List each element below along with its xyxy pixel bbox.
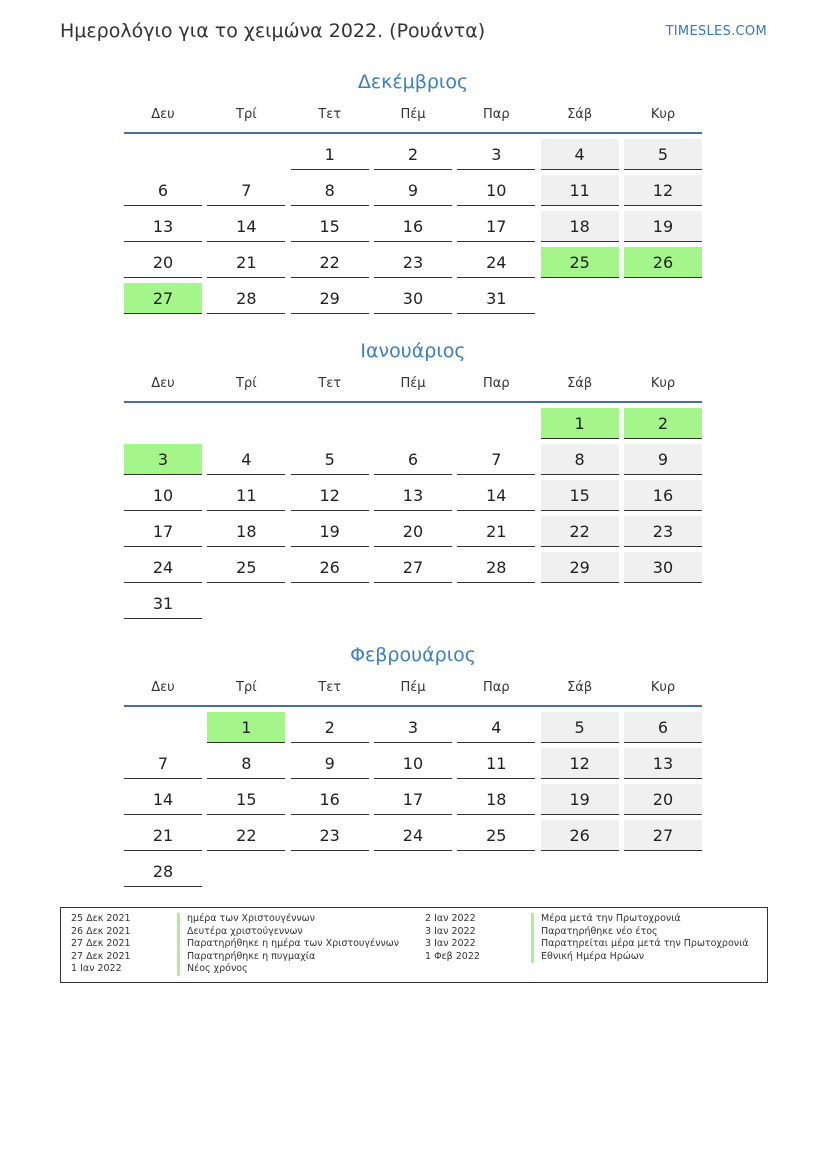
month-block (124, 641, 702, 887)
day-cell[interactable]: 24 (124, 552, 202, 583)
empty-day-cell (207, 408, 285, 439)
empty-day-cell (291, 588, 369, 619)
legend-date: 1 Ιαν 2022 (71, 963, 122, 975)
day-cell[interactable]: 12 (541, 748, 619, 779)
empty-day-cell (124, 712, 202, 743)
day-cell[interactable]: 1 (207, 712, 285, 743)
day-cell[interactable]: 3 (374, 712, 452, 743)
empty-day-cell (541, 283, 619, 314)
day-cell[interactable]: 16 (624, 480, 702, 511)
weekday-label: Τετ (318, 375, 342, 391)
day-cell[interactable]: 11 (207, 480, 285, 511)
day-cell[interactable]: 13 (124, 211, 202, 242)
day-cell[interactable]: 12 (291, 480, 369, 511)
legend-holiday-name: Δευτέρα χριστούγεννων (177, 926, 303, 939)
day-cell[interactable]: 15 (207, 784, 285, 815)
legend-date: 3 Ιαν 2022 (425, 925, 476, 937)
weekday-label: Τρί (236, 106, 257, 122)
day-cell[interactable]: 5 (624, 139, 702, 170)
day-cell[interactable]: 28 (207, 283, 285, 314)
weekday-header (124, 365, 702, 403)
legend-holiday-name: Εθνική Ημέρα Ηρώων (531, 951, 644, 964)
week-row (124, 170, 702, 206)
week-row (124, 815, 702, 851)
day-cell[interactable]: 13 (624, 748, 702, 779)
week-row (124, 547, 702, 583)
day-cell[interactable]: 7 (457, 444, 535, 475)
month-title: Ιανουάριος (360, 340, 466, 362)
day-cell[interactable]: 4 (207, 444, 285, 475)
month-block (124, 68, 702, 314)
day-cell[interactable]: 2 (374, 139, 452, 170)
weekday-header (124, 669, 702, 707)
empty-day-cell (207, 856, 285, 887)
day-cell[interactable]: 21 (457, 516, 535, 547)
day-cell[interactable]: 3 (457, 139, 535, 170)
day-cell[interactable]: 12 (624, 175, 702, 206)
day-cell[interactable]: 22 (207, 820, 285, 851)
weekday-label: Παρ (483, 679, 510, 695)
weekday-label: Τρί (236, 679, 257, 695)
week-row (124, 439, 702, 475)
day-cell[interactable]: 21 (124, 820, 202, 851)
legend-date: 27 Δεκ 2021 (71, 950, 131, 962)
day-cell[interactable]: 15 (291, 211, 369, 242)
day-cell[interactable]: 26 (541, 820, 619, 851)
day-cell[interactable]: 7 (124, 748, 202, 779)
day-cell[interactable]: 24 (457, 247, 535, 278)
day-cell[interactable]: 26 (624, 247, 702, 278)
day-cell[interactable]: 21 (207, 247, 285, 278)
day-cell[interactable]: 30 (374, 283, 452, 314)
day-cell[interactable]: 11 (541, 175, 619, 206)
weekday-label: Πέμ (400, 106, 426, 122)
weekday-label: Σάβ (567, 679, 593, 695)
weekday-label: Πέμ (400, 375, 426, 391)
day-cell[interactable]: 5 (291, 444, 369, 475)
week-row (124, 242, 702, 278)
day-cell[interactable]: 20 (624, 784, 702, 815)
legend-date: 25 Δεκ 2021 (71, 913, 131, 924)
empty-day-cell (541, 588, 619, 619)
day-cell[interactable]: 25 (457, 820, 535, 851)
week-row (124, 583, 702, 619)
weekday-label: Τετ (318, 106, 342, 122)
day-cell[interactable]: 1 (541, 408, 619, 439)
day-cell[interactable]: 14 (457, 480, 535, 511)
weekday-label: Δευ (151, 679, 175, 695)
day-cell[interactable]: 2 (291, 712, 369, 743)
day-cell[interactable]: 10 (124, 480, 202, 511)
empty-day-cell (374, 408, 452, 439)
week-row (124, 134, 702, 170)
day-cell[interactable]: 10 (374, 748, 452, 779)
day-cell[interactable]: 9 (291, 748, 369, 779)
week-row (124, 779, 702, 815)
legend-date: 27 Δεκ 2021 (71, 938, 131, 950)
day-cell[interactable]: 7 (207, 175, 285, 206)
weekday-label: Σάβ (567, 106, 593, 122)
day-cell[interactable]: 8 (291, 175, 369, 206)
empty-day-cell (374, 588, 452, 619)
legend-holiday-name: Παρατηρήθηκε νέο έτος (531, 926, 658, 939)
empty-day-cell (624, 856, 702, 887)
legend-holiday-name: Παρατηρήθηκε η ημέρα των Χριστουγέννων (177, 938, 399, 951)
month-title: Φεβρουάριος (350, 644, 476, 666)
day-cell[interactable]: 31 (457, 283, 535, 314)
day-cell[interactable]: 18 (207, 516, 285, 547)
legend-date: 1 Φεβ 2022 (425, 950, 480, 962)
weekday-label: Σάβ (567, 375, 593, 391)
day-cell[interactable]: 4 (541, 139, 619, 170)
day-cell[interactable]: 10 (457, 175, 535, 206)
day-cell[interactable]: 28 (124, 856, 202, 887)
week-row (124, 475, 702, 511)
day-cell[interactable]: 6 (124, 175, 202, 206)
day-cell[interactable]: 27 (374, 552, 452, 583)
week-row (124, 278, 702, 314)
day-cell[interactable]: 23 (624, 516, 702, 547)
empty-day-cell (291, 408, 369, 439)
legend-date: 3 Ιαν 2022 (425, 938, 476, 950)
empty-day-cell (624, 588, 702, 619)
day-cell[interactable]: 14 (124, 784, 202, 815)
day-cell[interactable]: 17 (374, 784, 452, 815)
empty-day-cell (124, 408, 202, 439)
day-cell[interactable]: 23 (291, 820, 369, 851)
day-cell[interactable]: 6 (374, 444, 452, 475)
legend-date: 26 Δεκ 2021 (71, 925, 131, 937)
day-cell[interactable]: 3 (124, 444, 202, 475)
day-cell[interactable]: 1 (291, 139, 369, 170)
empty-day-cell (457, 588, 535, 619)
weekday-label: Παρ (483, 106, 510, 122)
week-row (124, 206, 702, 242)
week-row (124, 403, 702, 439)
day-cell[interactable]: 19 (541, 784, 619, 815)
day-cell[interactable]: 27 (124, 283, 202, 314)
empty-day-cell (457, 408, 535, 439)
day-cell[interactable]: 25 (541, 247, 619, 278)
day-cell[interactable]: 8 (207, 748, 285, 779)
week-row (124, 707, 702, 743)
week-row (124, 743, 702, 779)
legend-holiday-name: ημέρα των Χριστουγέννων (177, 913, 315, 926)
empty-day-cell (207, 139, 285, 170)
legend-holiday-name: Παρατηρείται μέρα μετά την Πρωτοχρονιά (531, 938, 749, 951)
month-block (124, 337, 702, 619)
day-cell[interactable]: 30 (624, 552, 702, 583)
day-cell[interactable]: 9 (374, 175, 452, 206)
weekday-label: Κυρ (650, 375, 676, 391)
day-cell[interactable]: 28 (457, 552, 535, 583)
brand-link[interactable]: TIMESLES.COM (665, 24, 767, 39)
weekday-header (124, 96, 702, 134)
day-cell[interactable]: 29 (541, 552, 619, 583)
empty-day-cell (624, 283, 702, 314)
day-cell[interactable]: 24 (374, 820, 452, 851)
day-cell[interactable]: 25 (207, 552, 285, 583)
legend-holiday-name: Παρατηρήθηκε η πυγμαχία (177, 951, 315, 964)
page-title: Ημερολόγιο για το χειμώνα 2022. (Ρουάντα) (60, 20, 486, 42)
day-cell[interactable]: 17 (124, 516, 202, 547)
day-cell[interactable]: 19 (624, 211, 702, 242)
day-cell[interactable]: 26 (291, 552, 369, 583)
empty-day-cell (457, 856, 535, 887)
day-cell[interactable]: 23 (374, 247, 452, 278)
day-cell[interactable]: 13 (374, 480, 452, 511)
day-cell[interactable]: 27 (624, 820, 702, 851)
legend-holiday-name: Νέος χρόνος (177, 963, 248, 976)
weekday-label: Δευ (151, 375, 175, 391)
day-cell[interactable]: 14 (207, 211, 285, 242)
empty-day-cell (291, 856, 369, 887)
day-cell[interactable]: 16 (291, 784, 369, 815)
day-cell[interactable]: 31 (124, 588, 202, 619)
month-title: Δεκέμβριος (357, 71, 469, 93)
day-cell[interactable]: 5 (541, 712, 619, 743)
day-cell[interactable]: 18 (541, 211, 619, 242)
day-cell[interactable]: 2 (624, 408, 702, 439)
weekday-label: Τετ (318, 679, 342, 695)
empty-day-cell (374, 856, 452, 887)
day-cell[interactable]: 6 (624, 712, 702, 743)
day-cell[interactable]: 22 (541, 516, 619, 547)
day-cell[interactable]: 20 (374, 516, 452, 547)
day-cell[interactable]: 29 (291, 283, 369, 314)
legend-holiday-name: Μέρα μετά την Πρωτοχρονιά (531, 913, 681, 926)
day-cell[interactable]: 15 (541, 480, 619, 511)
day-cell[interactable]: 4 (457, 712, 535, 743)
day-cell[interactable]: 18 (457, 784, 535, 815)
day-cell[interactable]: 20 (124, 247, 202, 278)
empty-day-cell (541, 856, 619, 887)
weekday-label: Κυρ (650, 679, 676, 695)
day-cell[interactable]: 17 (457, 211, 535, 242)
week-row (124, 511, 702, 547)
weekday-label: Πέμ (400, 679, 426, 695)
day-cell[interactable]: 11 (457, 748, 535, 779)
weekday-label: Παρ (483, 375, 510, 391)
day-cell[interactable]: 8 (541, 444, 619, 475)
holiday-legend (60, 907, 768, 983)
legend-date: 2 Ιαν 2022 (425, 913, 476, 924)
day-cell[interactable]: 9 (624, 444, 702, 475)
day-cell[interactable]: 19 (291, 516, 369, 547)
weekday-label: Τρί (236, 375, 257, 391)
day-cell[interactable]: 22 (291, 247, 369, 278)
day-cell[interactable]: 16 (374, 211, 452, 242)
empty-day-cell (207, 588, 285, 619)
weekday-label: Δευ (151, 106, 175, 122)
empty-day-cell (124, 139, 202, 170)
week-row (124, 851, 702, 887)
weekday-label: Κυρ (650, 106, 676, 122)
